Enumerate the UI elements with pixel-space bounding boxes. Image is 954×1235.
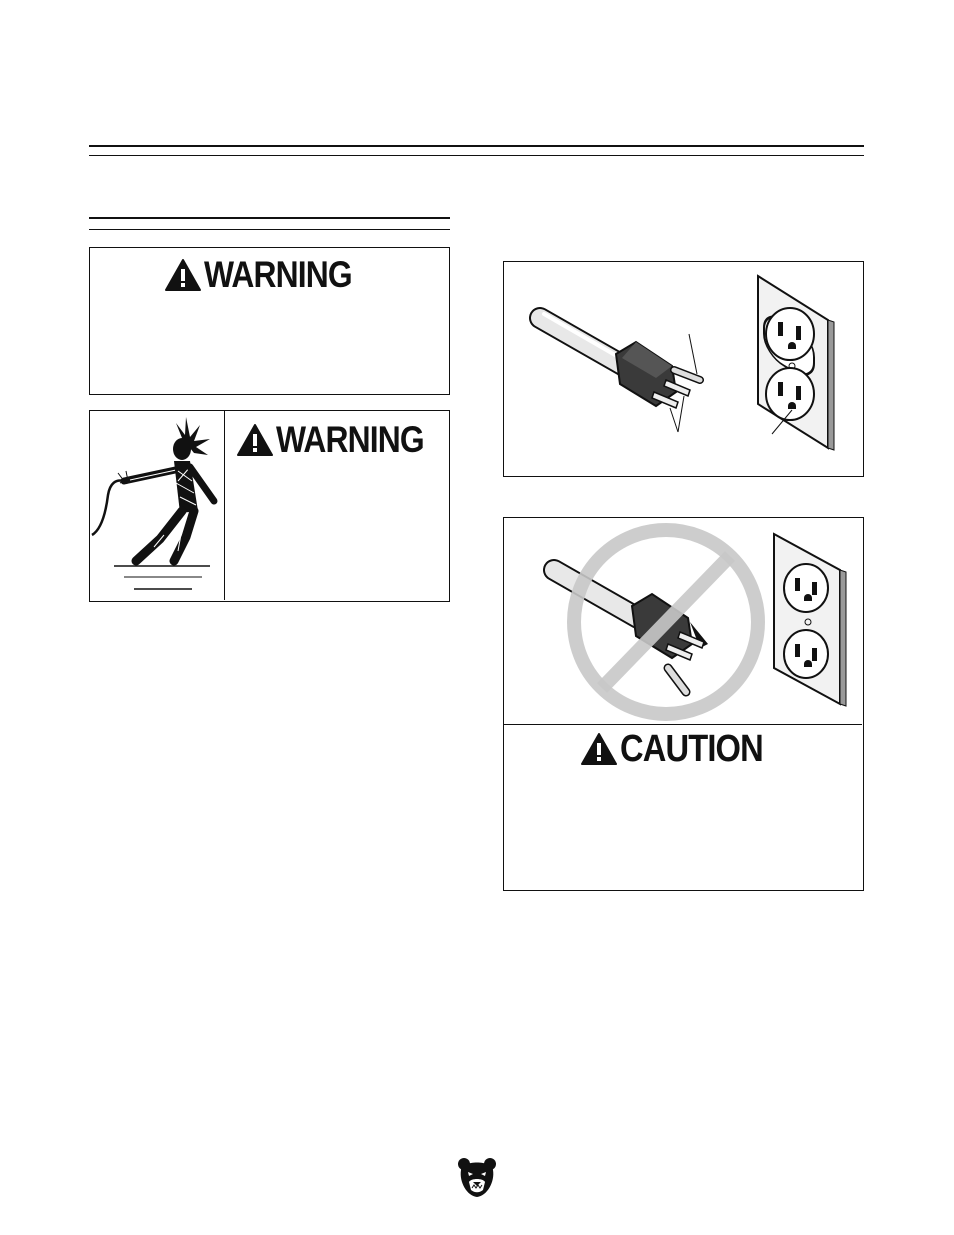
warning-signal-word-2: WARNING — [276, 419, 424, 460]
exclamation-triangle-icon — [580, 732, 618, 766]
caution-signal-word: CAUTION — [620, 728, 764, 770]
prohibition-circle-icon — [574, 530, 758, 714]
grounded-outlet-icon — [758, 276, 834, 450]
grounded-plug-icon — [616, 342, 700, 408]
warning-signal-1 — [90, 256, 449, 293]
warning-signal-word-1: WARNING — [203, 254, 352, 295]
prohibited-plug-illustration — [504, 518, 862, 724]
warning-box-1 — [89, 247, 450, 395]
bear-head-logo-icon — [457, 1156, 497, 1198]
warning-box-2 — [89, 410, 450, 602]
grounded-plug-figure — [503, 261, 864, 477]
section-rule-thick — [89, 217, 450, 219]
exclamation-triangle-icon — [236, 423, 274, 457]
section-rule-thin — [89, 229, 450, 230]
warning-signal-2 — [236, 421, 448, 458]
grounded-outlet-icon — [774, 534, 846, 706]
grounded-plug-illustration — [504, 262, 862, 475]
caution-signal — [504, 730, 863, 768]
header-rule-thick — [89, 145, 864, 147]
exclamation-triangle-icon — [164, 258, 202, 292]
bear-logo — [457, 1156, 497, 1198]
shock-figure-panel — [90, 411, 225, 600]
prohibited-plug-panel — [504, 518, 862, 725]
electrocution-figure-icon — [90, 411, 223, 600]
caution-box — [503, 517, 864, 891]
header-rule-thin — [89, 155, 864, 156]
